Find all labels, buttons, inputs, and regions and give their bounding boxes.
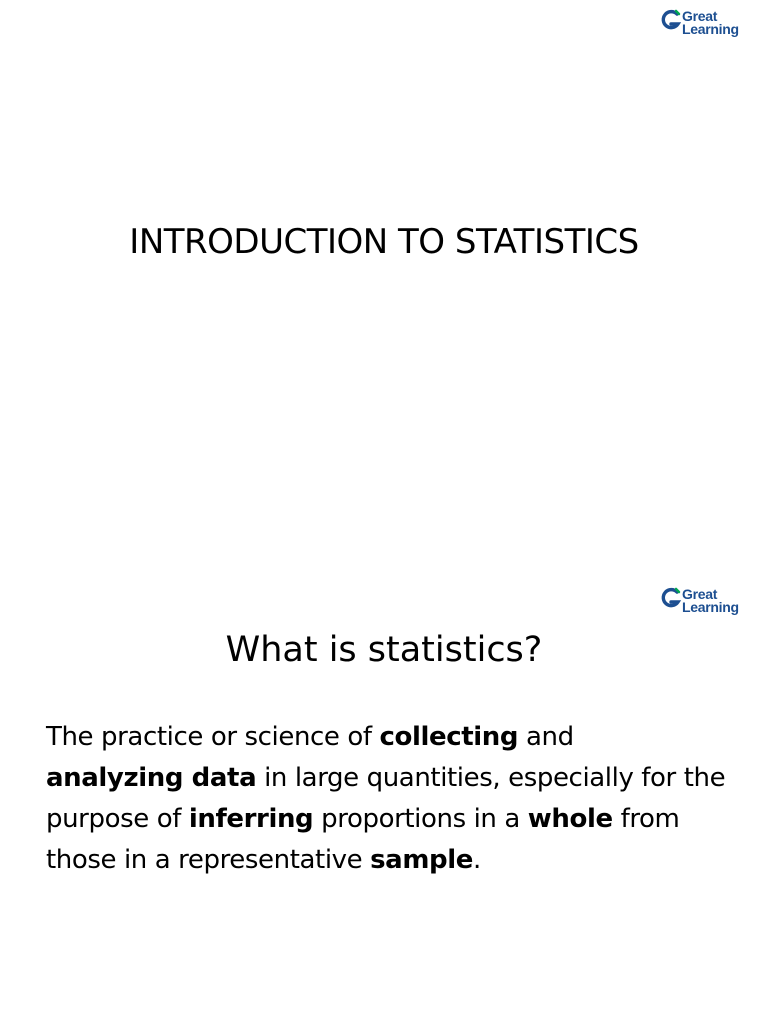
definition-text: and bbox=[518, 722, 574, 752]
definition-emphasis: inferring bbox=[188, 804, 314, 834]
logo-line-great: Great bbox=[682, 8, 718, 24]
logo-line-great: Great bbox=[682, 586, 718, 602]
logo-line-learning: Learning bbox=[682, 21, 739, 37]
great-learning-logo bbox=[660, 586, 756, 622]
definition-text: in large quantities, especially for the purpose of bbox=[46, 763, 726, 834]
slide-definition bbox=[0, 512, 768, 1024]
great-learning-g-icon bbox=[660, 8, 682, 34]
great-learning-logo bbox=[660, 8, 756, 44]
definition-emphasis: whole bbox=[527, 804, 613, 834]
logo-line-learning: Learning bbox=[682, 599, 739, 615]
definition-emphasis: analyzing data bbox=[46, 763, 257, 793]
great-learning-g-icon bbox=[660, 586, 682, 612]
logo-text bbox=[682, 10, 739, 36]
definition-text: The practice or science of bbox=[46, 722, 380, 752]
definition-emphasis: sample bbox=[370, 845, 473, 875]
logo-text bbox=[682, 588, 739, 614]
presentation-title: INTRODUCTION TO STATISTICS bbox=[129, 222, 639, 262]
definition-paragraph bbox=[46, 717, 736, 881]
definition-text: from those in a representative bbox=[46, 804, 680, 875]
definition-text: proportions in a bbox=[313, 804, 528, 834]
definition-emphasis: collecting bbox=[379, 722, 519, 752]
slide-heading: What is statistics? bbox=[225, 630, 543, 670]
definition-text: . bbox=[472, 845, 481, 875]
